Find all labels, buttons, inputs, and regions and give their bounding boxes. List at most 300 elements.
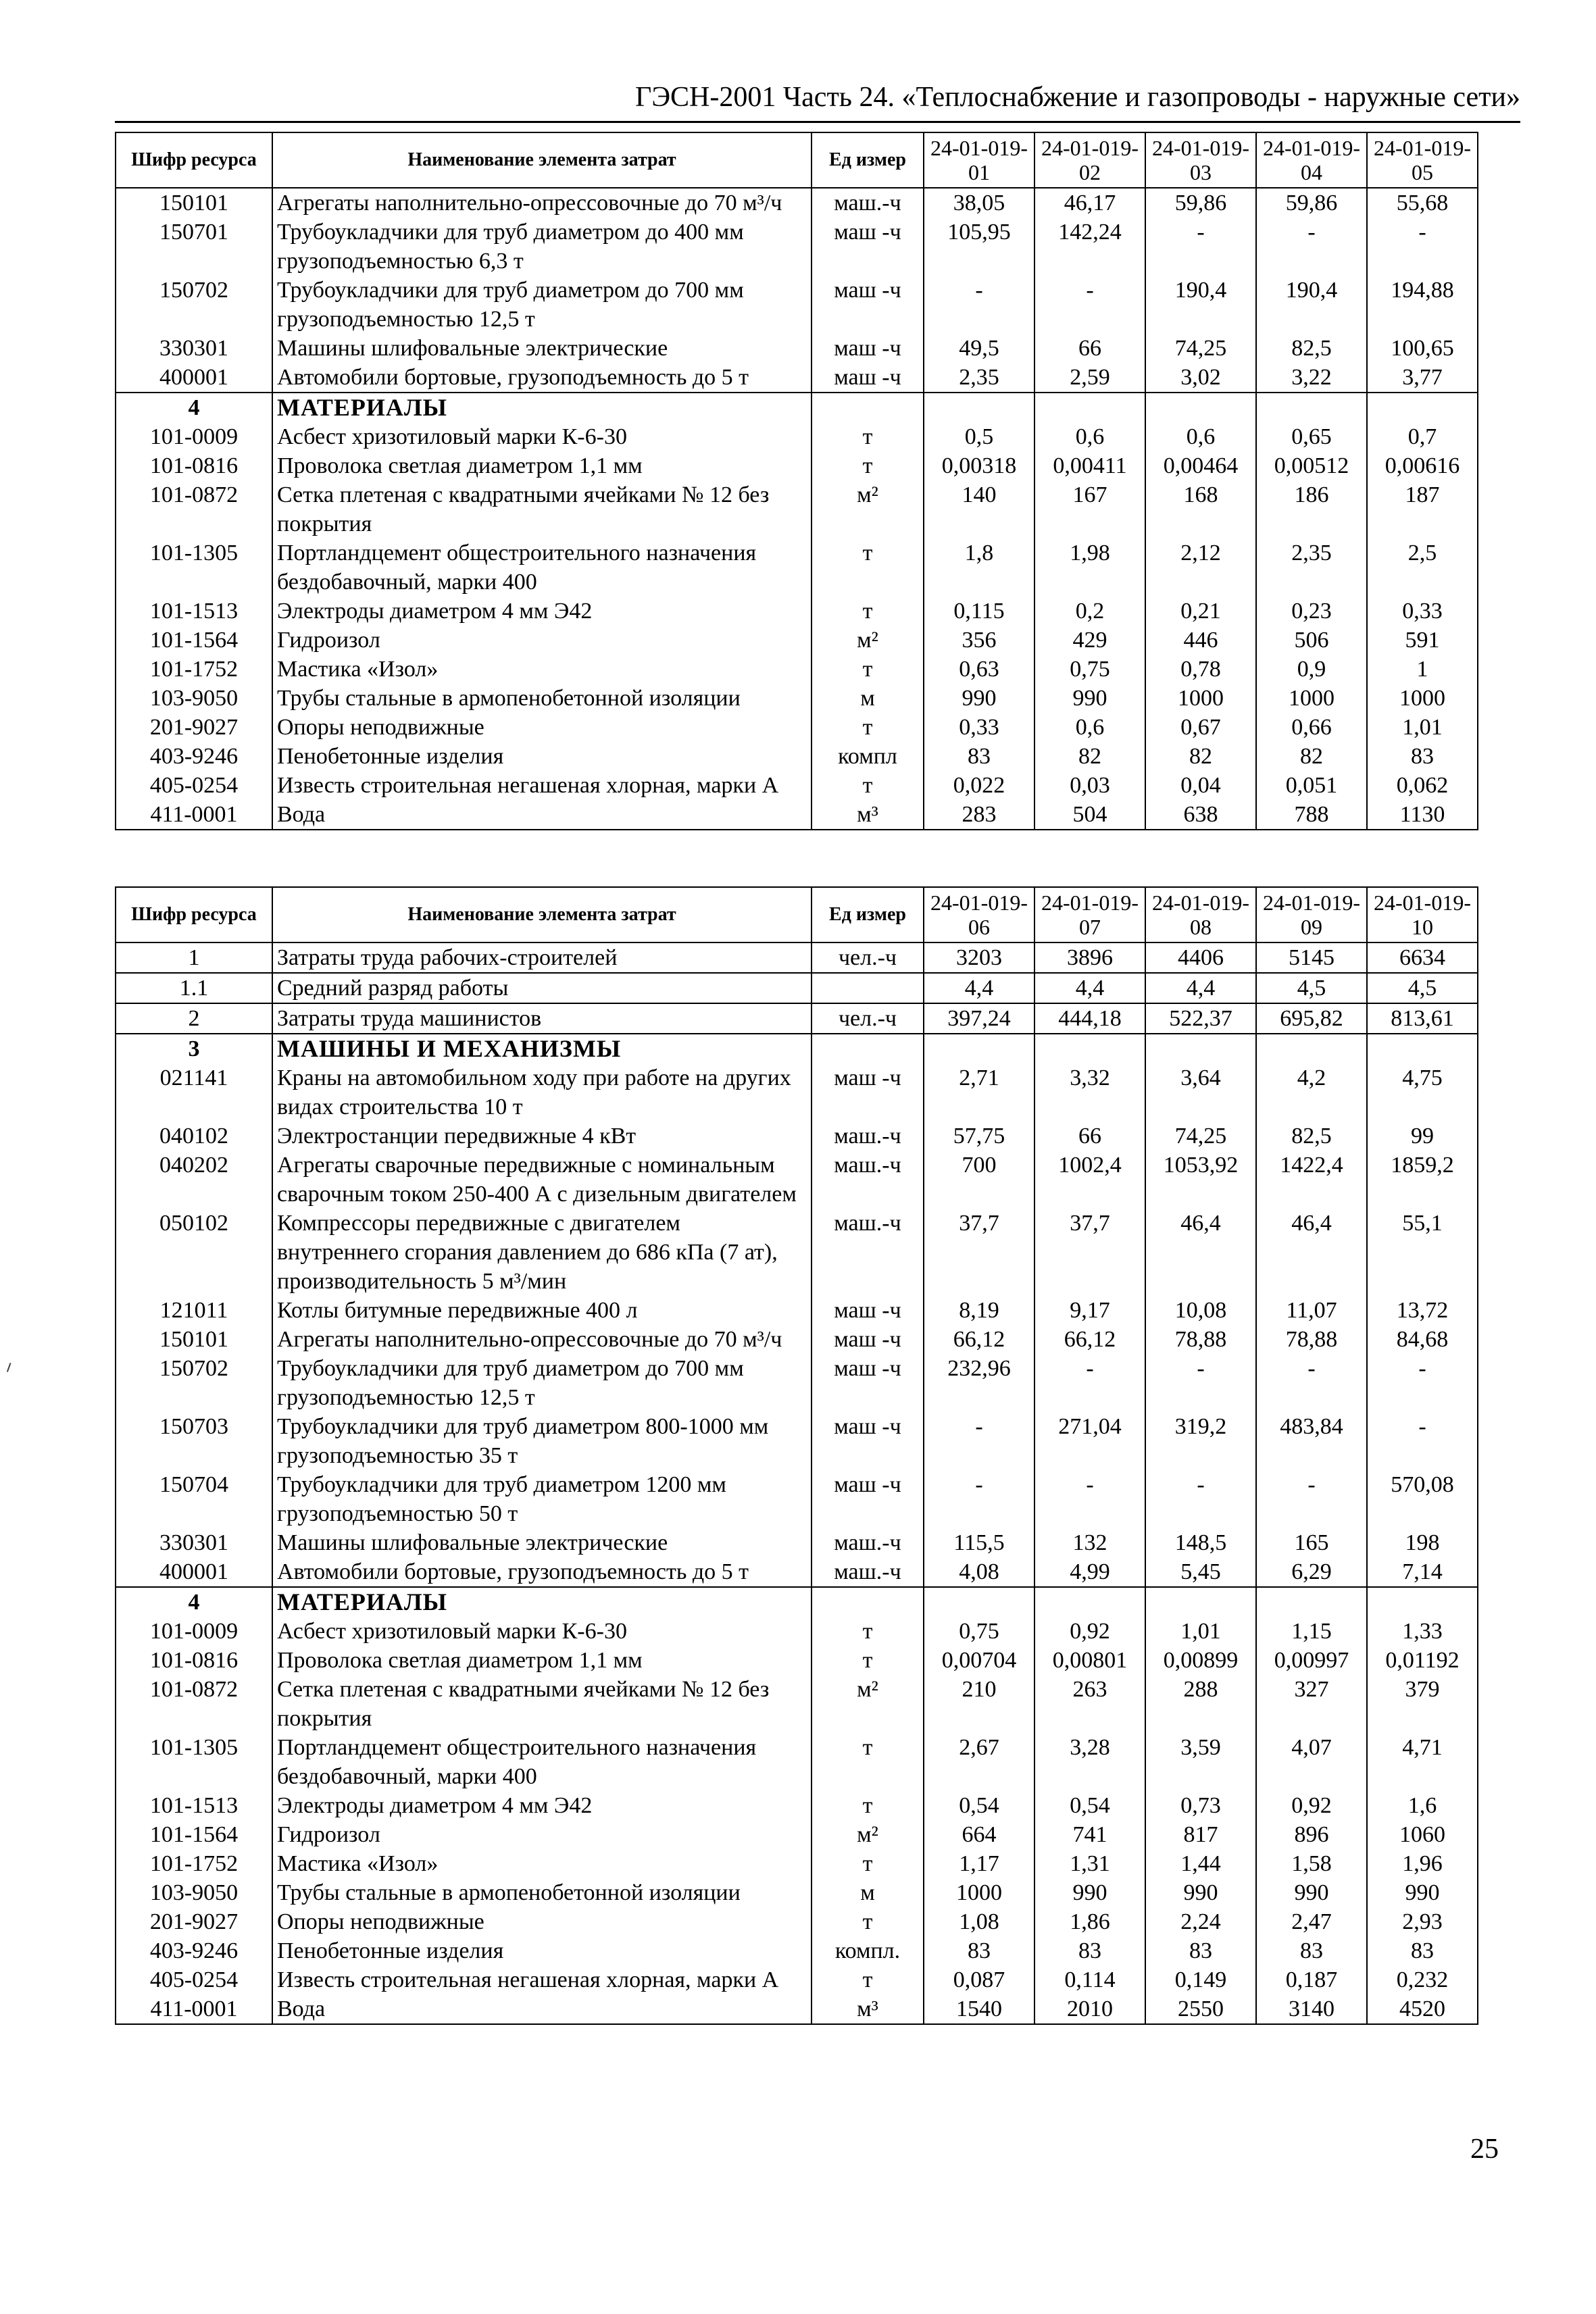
unit-cell: компл (812, 742, 924, 771)
unit-cell: чел.-ч (812, 942, 924, 973)
resource-code: 400001 (116, 1557, 272, 1587)
table-row (116, 1470, 1478, 1528)
value-cell: 198 (1367, 1528, 1478, 1557)
value-cell (1145, 393, 1256, 422)
unit-cell: м³ (812, 800, 924, 830)
table-row (116, 218, 1478, 276)
value-cell: 0,21 (1145, 597, 1256, 626)
resource-name: Машины шлифовальные электрические (272, 1528, 812, 1557)
value-cell: 1,98 (1034, 538, 1145, 597)
resource-name: Портландцемент общестроительного назначения бездобавочный, марки 400 (272, 538, 812, 597)
value-cell: 0,73 (1145, 1791, 1256, 1820)
value-cell: 397,24 (924, 1003, 1034, 1034)
value-cell: 186 (1256, 480, 1367, 538)
resource-code: 150704 (116, 1470, 272, 1528)
resource-code: 403-9246 (116, 1936, 272, 1965)
value-cell: 1,15 (1256, 1617, 1367, 1646)
resource-code: 150703 (116, 1412, 272, 1470)
value-cell: 0,78 (1145, 655, 1256, 684)
resource-name: Сетка плетеная с квадратными ячейками № 12 без покрытия (272, 480, 812, 538)
resource-code: 2 (116, 1003, 272, 1034)
value-cell: 0,03 (1034, 771, 1145, 800)
resource-name: Вода (272, 1994, 812, 2024)
table-header-row (116, 887, 1478, 942)
table-row (116, 451, 1478, 480)
value-cell (1256, 393, 1367, 422)
unit-cell: маш.-ч (812, 1209, 924, 1296)
table-row (116, 1151, 1478, 1209)
value-cell: 288 (1145, 1675, 1256, 1733)
value-cell: 2,47 (1256, 1907, 1367, 1936)
column-header-norm: 24-01-019-01 (924, 132, 1034, 188)
value-cell: 0,149 (1145, 1965, 1256, 1994)
table-row (116, 1354, 1478, 1412)
value-cell: 4406 (1145, 942, 1256, 973)
table-header-row (116, 132, 1478, 188)
value-cell: 82 (1145, 742, 1256, 771)
value-cell: 55,1 (1367, 1209, 1478, 1296)
resource-name: Трубы стальные в армопенобетонной изоляции (272, 684, 812, 713)
unit-cell: маш -ч (812, 1412, 924, 1470)
unit-cell: т (812, 597, 924, 626)
table-row (116, 1646, 1478, 1675)
resource-name: Трубоукладчики для труб диаметром 800-1000 мм грузоподъемностью 35 т (272, 1412, 812, 1470)
unit-cell (812, 973, 924, 1003)
column-header-norm: 24-01-019-03 (1145, 132, 1256, 188)
value-cell: 356 (924, 626, 1034, 655)
value-cell: 1 (1367, 655, 1478, 684)
resource-name: Трубоукладчики для труб диаметром до 700 мм грузоподъемностью 12,5 т (272, 1354, 812, 1412)
table-row (116, 1528, 1478, 1557)
unit-cell: маш -ч (812, 1354, 924, 1412)
scan-mark (7, 1363, 15, 1374)
resource-name: Известь строительная негашеная хлорная, марки А (272, 1965, 812, 1994)
column-header-code: Шифр ресурса (116, 887, 272, 942)
value-cell (1367, 1034, 1478, 1063)
value-cell (1034, 393, 1145, 422)
value-cell: 3,02 (1145, 363, 1256, 393)
value-cell: 0,232 (1367, 1965, 1478, 1994)
value-cell: 187 (1367, 480, 1478, 538)
value-cell: 83 (1367, 742, 1478, 771)
value-cell: 990 (1367, 1878, 1478, 1907)
value-cell: 271,04 (1034, 1412, 1145, 1470)
value-cell: 0,00411 (1034, 451, 1145, 480)
value-cell: 1422,4 (1256, 1151, 1367, 1209)
resource-code: 150101 (116, 1325, 272, 1354)
resource-name: Проволока светлая диаметром 1,1 мм (272, 1646, 812, 1675)
resource-name: Трубы стальные в армопенобетонной изоляции (272, 1878, 812, 1907)
resource-code: 021141 (116, 1063, 272, 1122)
column-header-name: Наименование элемента затрат (272, 887, 812, 942)
resource-code: 101-0009 (116, 422, 272, 451)
value-cell (924, 1034, 1034, 1063)
resource-name: Вода (272, 800, 812, 830)
value-cell (1256, 1587, 1367, 1617)
resource-code: 101-1305 (116, 1733, 272, 1791)
value-cell: 0,00704 (924, 1646, 1034, 1675)
table-row (116, 1296, 1478, 1325)
unit-cell: т (812, 1907, 924, 1936)
value-cell: 82,5 (1256, 1122, 1367, 1151)
table-row (116, 334, 1478, 363)
value-cell: 0,115 (924, 597, 1034, 626)
value-cell: 2,93 (1367, 1907, 1478, 1936)
value-cell: 46,4 (1256, 1209, 1367, 1296)
resource-code: 121011 (116, 1296, 272, 1325)
value-cell: 4,5 (1256, 973, 1367, 1003)
value-cell: 2,12 (1145, 538, 1256, 597)
table-row (116, 655, 1478, 684)
value-cell: - (1367, 1354, 1478, 1412)
section-row (116, 393, 1478, 422)
value-cell: 4,4 (1145, 973, 1256, 1003)
resource-code: 150702 (116, 276, 272, 334)
value-cell: 78,88 (1145, 1325, 1256, 1354)
value-cell: 0,23 (1256, 597, 1367, 626)
value-cell: 232,96 (924, 1354, 1034, 1412)
value-cell: 741 (1034, 1820, 1145, 1849)
resource-name: Портландцемент общестроительного назначения бездобавочный, марки 400 (272, 1733, 812, 1791)
column-header-name: Наименование элемента затрат (272, 132, 812, 188)
value-cell: 591 (1367, 626, 1478, 655)
unit-cell: т (812, 713, 924, 742)
value-cell: 2,71 (924, 1063, 1034, 1122)
value-cell: 84,68 (1367, 1325, 1478, 1354)
resource-code: 101-0816 (116, 1646, 272, 1675)
unit-cell: маш -ч (812, 276, 924, 334)
value-cell: 0,00512 (1256, 451, 1367, 480)
value-cell: 1,8 (924, 538, 1034, 597)
table-row (116, 1733, 1478, 1791)
resource-code: 040102 (116, 1122, 272, 1151)
resource-table-2 (115, 886, 1478, 2025)
value-cell: 0,114 (1034, 1965, 1145, 1994)
resource-name: Затраты труда машинистов (272, 1003, 812, 1034)
resource-code: 101-1305 (116, 538, 272, 597)
column-header-norm: 24-01-019-07 (1034, 887, 1145, 942)
value-cell (924, 1587, 1034, 1617)
value-cell: 263 (1034, 1675, 1145, 1733)
table-row (116, 684, 1478, 713)
resource-name: Гидроизол (272, 626, 812, 655)
value-cell: 522,37 (1145, 1003, 1256, 1034)
value-cell: 1130 (1367, 800, 1478, 830)
value-cell: 3,64 (1145, 1063, 1256, 1122)
resource-code: 201-9027 (116, 1907, 272, 1936)
value-cell: 55,68 (1367, 188, 1478, 218)
resource-code: 050102 (116, 1209, 272, 1296)
value-cell: 817 (1145, 1820, 1256, 1849)
resource-name: Мастика «Изол» (272, 655, 812, 684)
value-cell: 506 (1256, 626, 1367, 655)
value-cell: 1000 (924, 1878, 1034, 1907)
value-cell: 0,7 (1367, 422, 1478, 451)
table-row (116, 1936, 1478, 1965)
column-header-norm: 24-01-019-05 (1367, 132, 1478, 188)
value-cell: 115,5 (924, 1528, 1034, 1557)
unit-cell: маш.-ч (812, 188, 924, 218)
value-cell: 1,31 (1034, 1849, 1145, 1878)
unit-cell: т (812, 1617, 924, 1646)
value-cell: 0,92 (1034, 1617, 1145, 1646)
value-cell: 1000 (1256, 684, 1367, 713)
value-cell: 49,5 (924, 334, 1034, 363)
resource-name: Известь строительная негашеная хлорная, марки А (272, 771, 812, 800)
resource-code: 101-0009 (116, 1617, 272, 1646)
value-cell: 99 (1367, 1122, 1478, 1151)
value-cell: - (1145, 1470, 1256, 1528)
value-cell: 0,5 (924, 422, 1034, 451)
table-row (116, 973, 1478, 1003)
resource-name: Мастика «Изол» (272, 1849, 812, 1878)
unit-cell: маш -ч (812, 1325, 924, 1354)
value-cell: 194,88 (1367, 276, 1478, 334)
value-cell: 1000 (1367, 684, 1478, 713)
value-cell: 83 (1034, 1936, 1145, 1965)
value-cell: 1859,2 (1367, 1151, 1478, 1209)
table-row (116, 1994, 1478, 2024)
value-cell: 59,86 (1145, 188, 1256, 218)
value-cell: 83 (1367, 1936, 1478, 1965)
resource-code: 4 (116, 1587, 272, 1617)
value-cell: 3896 (1034, 942, 1145, 973)
value-cell: 4,2 (1256, 1063, 1367, 1122)
column-header-norm: 24-01-019-04 (1256, 132, 1367, 188)
table-row (116, 1965, 1478, 1994)
unit-cell: компл. (812, 1936, 924, 1965)
unit-cell: т (812, 1849, 924, 1878)
value-cell: 66,12 (1034, 1325, 1145, 1354)
value-cell: 0,33 (924, 713, 1034, 742)
value-cell: 570,08 (1367, 1470, 1478, 1528)
table-row (116, 713, 1478, 742)
resource-name: Опоры неподвижные (272, 1907, 812, 1936)
resource-code: 150702 (116, 1354, 272, 1412)
value-cell: 190,4 (1145, 276, 1256, 334)
value-cell: 59,86 (1256, 188, 1367, 218)
resource-code: 101-0872 (116, 480, 272, 538)
unit-cell: т (812, 538, 924, 597)
unit-cell: м² (812, 1675, 924, 1733)
value-cell: 2,59 (1034, 363, 1145, 393)
resource-name: Машины шлифовальные электрические (272, 334, 812, 363)
value-cell: 0,92 (1256, 1791, 1367, 1820)
value-cell: 1,96 (1367, 1849, 1478, 1878)
unit-cell: т (812, 1965, 924, 1994)
value-cell: 1053,92 (1145, 1151, 1256, 1209)
value-cell (1367, 1587, 1478, 1617)
value-cell: 695,82 (1256, 1003, 1367, 1034)
resource-name: Затраты труда рабочих-строителей (272, 942, 812, 973)
value-cell: 1,58 (1256, 1849, 1367, 1878)
value-cell: 1,01 (1145, 1617, 1256, 1646)
value-cell: 0,54 (1034, 1791, 1145, 1820)
resource-code: 101-1513 (116, 597, 272, 626)
value-cell: 1,01 (1367, 713, 1478, 742)
value-cell: 4520 (1367, 1994, 1478, 2024)
column-header-norm: 24-01-019-06 (924, 887, 1034, 942)
value-cell: 82 (1034, 742, 1145, 771)
unit-cell (812, 393, 924, 422)
value-cell: - (924, 276, 1034, 334)
table-row (116, 1003, 1478, 1034)
value-cell: - (924, 1470, 1034, 1528)
resource-name: Трубоукладчики для труб диаметром до 700 мм грузоподъемностью 12,5 т (272, 276, 812, 334)
value-cell: 3,77 (1367, 363, 1478, 393)
table-row (116, 188, 1478, 218)
value-cell: 0,00801 (1034, 1646, 1145, 1675)
unit-cell: маш.-ч (812, 1557, 924, 1587)
resource-name: Асбест хризотиловый марки К-6-30 (272, 422, 812, 451)
value-cell: 66,12 (924, 1325, 1034, 1354)
value-cell: 0,00616 (1367, 451, 1478, 480)
unit-cell: маш.-ч (812, 1151, 924, 1209)
table-row (116, 1675, 1478, 1733)
unit-cell: м (812, 1878, 924, 1907)
value-cell: 148,5 (1145, 1528, 1256, 1557)
value-cell: 990 (1145, 1878, 1256, 1907)
resource-name: Средний разряд работы (272, 973, 812, 1003)
resource-code: 101-1752 (116, 655, 272, 684)
value-cell: 10,08 (1145, 1296, 1256, 1325)
table-row (116, 597, 1478, 626)
table-row (116, 626, 1478, 655)
value-cell: 3203 (924, 942, 1034, 973)
unit-cell: т (812, 1646, 924, 1675)
resource-code: 1.1 (116, 973, 272, 1003)
value-cell: 100,65 (1367, 334, 1478, 363)
resource-name: Трубоукладчики для труб диаметром до 400 мм грузоподъемностью 6,3 т (272, 218, 812, 276)
value-cell: 0,6 (1145, 422, 1256, 451)
value-cell: 896 (1256, 1820, 1367, 1849)
table-row (116, 771, 1478, 800)
unit-cell: т (812, 1733, 924, 1791)
page-header (115, 81, 1520, 123)
value-cell: 37,7 (924, 1209, 1034, 1296)
table-row (116, 1791, 1478, 1820)
value-cell: 0,062 (1367, 771, 1478, 800)
value-cell: 2,5 (1367, 538, 1478, 597)
resource-code: 400001 (116, 363, 272, 393)
value-cell: - (924, 1412, 1034, 1470)
resource-name: Пенобетонные изделия (272, 742, 812, 771)
value-cell: - (1034, 1470, 1145, 1528)
unit-cell (812, 1587, 924, 1617)
table-row (116, 363, 1478, 393)
resource-code: 103-9050 (116, 1878, 272, 1907)
resource-name: Агрегаты наполнительно-опрессовочные до 70 м³/ч (272, 1325, 812, 1354)
value-cell: - (1256, 1354, 1367, 1412)
table-row (116, 1557, 1478, 1587)
value-cell: 319,2 (1145, 1412, 1256, 1470)
value-cell: 132 (1034, 1528, 1145, 1557)
value-cell: 0,33 (1367, 597, 1478, 626)
value-cell: 2,67 (924, 1733, 1034, 1791)
value-cell: 46,17 (1034, 188, 1145, 218)
resource-name: Агрегаты наполнительно-опрессовочные до 70 м³/ч (272, 188, 812, 218)
value-cell: 38,05 (924, 188, 1034, 218)
value-cell: 788 (1256, 800, 1367, 830)
table-row (116, 538, 1478, 597)
value-cell: 13,72 (1367, 1296, 1478, 1325)
column-header-code: Шифр ресурса (116, 132, 272, 188)
value-cell: 3,32 (1034, 1063, 1145, 1122)
value-cell: 5145 (1256, 942, 1367, 973)
unit-cell: маш -ч (812, 363, 924, 393)
value-cell: 504 (1034, 800, 1145, 830)
value-cell (1145, 1034, 1256, 1063)
value-cell: 5,45 (1145, 1557, 1256, 1587)
resource-code: 405-0254 (116, 771, 272, 800)
value-cell: 4,71 (1367, 1733, 1478, 1791)
value-cell: 0,75 (1034, 655, 1145, 684)
resource-code: 411-0001 (116, 1994, 272, 2024)
value-cell: 82 (1256, 742, 1367, 771)
unit-cell: маш -ч (812, 334, 924, 363)
unit-cell (812, 1034, 924, 1063)
section-row (116, 1034, 1478, 1063)
value-cell: - (1367, 1412, 1478, 1470)
table-row (116, 1325, 1478, 1354)
resource-code: 101-0816 (116, 451, 272, 480)
resource-name: Электроды диаметром 4 мм Э42 (272, 597, 812, 626)
unit-cell: т (812, 771, 924, 800)
resource-code: 201-9027 (116, 713, 272, 742)
value-cell: 83 (1145, 1936, 1256, 1965)
value-cell: 4,5 (1367, 973, 1478, 1003)
resource-name: Пенобетонные изделия (272, 1936, 812, 1965)
resource-table-1 (115, 132, 1478, 830)
table-row (116, 1907, 1478, 1936)
value-cell: 165 (1256, 1528, 1367, 1557)
value-cell: 0,65 (1256, 422, 1367, 451)
page-number: 25 (1470, 2134, 1499, 2165)
value-cell: 1540 (924, 1994, 1034, 2024)
resource-code: 403-9246 (116, 742, 272, 771)
value-cell: - (1034, 1354, 1145, 1412)
value-cell: 638 (1145, 800, 1256, 830)
unit-cell: чел.-ч (812, 1003, 924, 1034)
value-cell: 0,6 (1034, 713, 1145, 742)
table-row (116, 800, 1478, 830)
resource-code: 101-0872 (116, 1675, 272, 1733)
value-cell: 37,7 (1034, 1209, 1145, 1296)
column-header-norm: 24-01-019-10 (1367, 887, 1478, 942)
value-cell: 82,5 (1256, 334, 1367, 363)
resource-code: 1 (116, 942, 272, 973)
resource-name: Автомобили бортовые, грузоподъемность до 5 т (272, 363, 812, 393)
value-cell: 4,07 (1256, 1733, 1367, 1791)
value-cell: 83 (924, 742, 1034, 771)
unit-cell: маш.-ч (812, 1122, 924, 1151)
value-cell: 190,4 (1256, 276, 1367, 334)
resource-code: 103-9050 (116, 684, 272, 713)
resource-name: Автомобили бортовые, грузоподъемность до 5 т (272, 1557, 812, 1587)
table-row (116, 422, 1478, 451)
value-cell (1034, 1034, 1145, 1063)
value-cell: 167 (1034, 480, 1145, 538)
value-cell: 1,08 (924, 1907, 1034, 1936)
value-cell: 1000 (1145, 684, 1256, 713)
unit-cell: маш.-ч (812, 1528, 924, 1557)
value-cell (1256, 1034, 1367, 1063)
value-cell: 990 (924, 684, 1034, 713)
value-cell: 990 (1034, 1878, 1145, 1907)
table-row (116, 1412, 1478, 1470)
section-row (116, 1587, 1478, 1617)
value-cell: 2010 (1034, 1994, 1145, 2024)
